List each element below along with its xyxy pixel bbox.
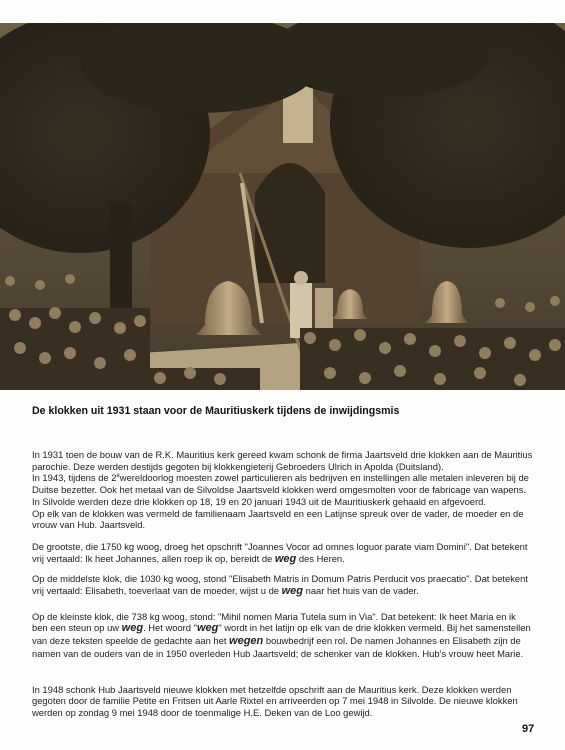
- text-span: vrij vertaald: Ik heet Johannes, allen roep ik op, bereidt de: [32, 552, 275, 564]
- text-span: wereldoorlog moesten zowel particulieren als bedrijven en instellingen alle metalen inleveren bij de: [119, 472, 529, 484]
- text-line: In Silvolde werden deze drie klokken op 18, 19 en 20 januari 1943 uit de Mauritiuskerk gehaald en afgevoerd.: [32, 495, 486, 507]
- text-line: In 1948 schonk Hub Jaartsveld nieuwe klokken met hetzelfde opschrift aan de Mauritius kerk. Deze klokken werden: [32, 683, 512, 695]
- paragraph-1948-new-bells: [32, 684, 552, 719]
- text-line: [32, 585, 552, 598]
- text-span: vrij vertaald: Elisabeth, toeverlaat van de moeder, wijst u de: [32, 585, 282, 597]
- text-span: In 1943, tijdens de 2: [32, 472, 117, 484]
- historical-photo: [0, 23, 565, 390]
- text-line: vrouw van Hub. Jaartsveld.: [32, 519, 146, 531]
- paragraph-middle-bell: [32, 573, 552, 597]
- emphasis-weg: weg: [196, 622, 219, 635]
- article-body: [32, 449, 552, 719]
- text-span: ben een steun op uw: [32, 622, 122, 634]
- text-span: " wordt in het latijn op elk van de drie klokken vermeld. Bij het samenstellen: [218, 622, 531, 634]
- text-span: van deze teksten speelde de gedachte aan het: [32, 635, 230, 647]
- photo-caption: De klokken uit 1931 staan voor de Mauritiuskerk tijdens de inwijdingsmis: [32, 405, 400, 417]
- emphasis-weg: weg: [274, 552, 297, 565]
- paragraph-largest-bell: [32, 541, 552, 565]
- text-line: werden op zondag 9 mei 1948 door de toenmalige H.E. Deken van de Loo gewijd.: [32, 706, 373, 718]
- text-line: gegoten door de familie Petite en Fritsen uit Aarle Rixtel en arriveerden op 7 mei 1948 in Silvolde. De nieuwe klokken: [32, 695, 518, 707]
- ordinal-superscript: e: [116, 473, 120, 480]
- text-span: . Het woord ": [143, 622, 197, 634]
- text-line: [32, 635, 552, 648]
- text-line: Duitse bezetter. Ook het metaal van de Silvoldse Jaartsveld klokken werd omgesmolten voor de fabricage van wapens.: [32, 484, 527, 496]
- text-span: des Heren.: [296, 552, 345, 564]
- text-line: Op de middelste klok, die 1030 kg woog, stond "Elisabeth Matris in Domum Patris Perducit vos praecatio". Dat betekent: [32, 573, 528, 585]
- text-line: [32, 472, 552, 484]
- text-span: bouwbedrijf een rol. De namen Johannes en Elisabeth zijn de: [263, 635, 521, 647]
- paragraph-1931-gift: [32, 449, 552, 531]
- text-span: naar het huis van de vader.: [303, 585, 419, 597]
- emphasis-weg: weg: [281, 585, 304, 598]
- text-line: [32, 622, 552, 635]
- text-line: namen van de ouders van de in 1950 overleden Hub Jaartsveld; de schenker van de klokken. Hub's vrouw heet Marie.: [32, 647, 524, 659]
- text-line: [32, 553, 552, 566]
- text-line: Op elk van de klokken was vermeld de familienaam Jaartsveld en een Latijnse spreuk over de vader, de moeder en de: [32, 507, 524, 519]
- paragraph-smallest-bell: [32, 611, 552, 660]
- photo-church-bells-image: [0, 23, 565, 390]
- text-line: In 1931 toen de bouw van de R.K. Mauritius kerk gereed kwam schonk de firma Jaartsveld drie klokken aan de Mauritius: [32, 449, 533, 460]
- text-line: parochie. Deze werden destijds gegoten bij klokkengieterij Gebroeders Ulrich in Apolda (Duitsland).: [32, 460, 444, 472]
- text-line: Op de kleinste klok, die 738 kg woog, stond: "Mihil nomen Maria Tutela sum in Via". Dat betekent: Ik heet Maria en ik: [32, 610, 516, 622]
- page-number: 97: [522, 723, 535, 735]
- emphasis-wegen: wegen: [229, 635, 264, 648]
- text-line: De grootste, die 1750 kg woog, droeg het opschrift "Joannes Vocor ad omnes loguor parate viam Domini". Dat betekent: [32, 540, 528, 552]
- emphasis-weg: weg: [121, 622, 144, 635]
